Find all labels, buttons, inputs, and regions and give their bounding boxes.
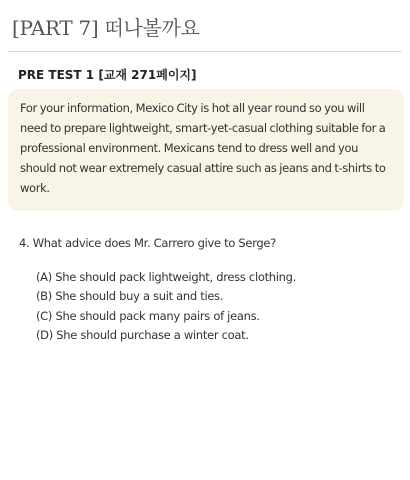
title-divider xyxy=(8,51,402,52)
question-text: 4. What advice does Mr. Carrero give to Serge? xyxy=(19,236,276,250)
option-b: (B) She should buy a suit and ties. xyxy=(36,289,224,304)
answer-options xyxy=(36,268,296,345)
option-d: (D) She should purchase a winter coat. xyxy=(36,327,249,342)
reading-passage-box xyxy=(8,89,404,211)
page-title: [PART 7] 떠나볼까요 xyxy=(12,16,200,40)
option-a: (A) She should pack lightweight, dress clothing. xyxy=(36,270,297,284)
option-c: (C) She should pack many pairs of jeans. xyxy=(36,308,260,323)
section-label: PRE TEST 1 [교재 271페이지] xyxy=(18,68,197,82)
passage-text: For your information, Mexico City is hot all year round so you will need to prepare lightweight, smart-yet-casual clothing suitable for a professional environment. Mexicans tend to dress well and you should not wear extremely casual attire such as jeans and t-shirts to work. xyxy=(20,101,386,195)
